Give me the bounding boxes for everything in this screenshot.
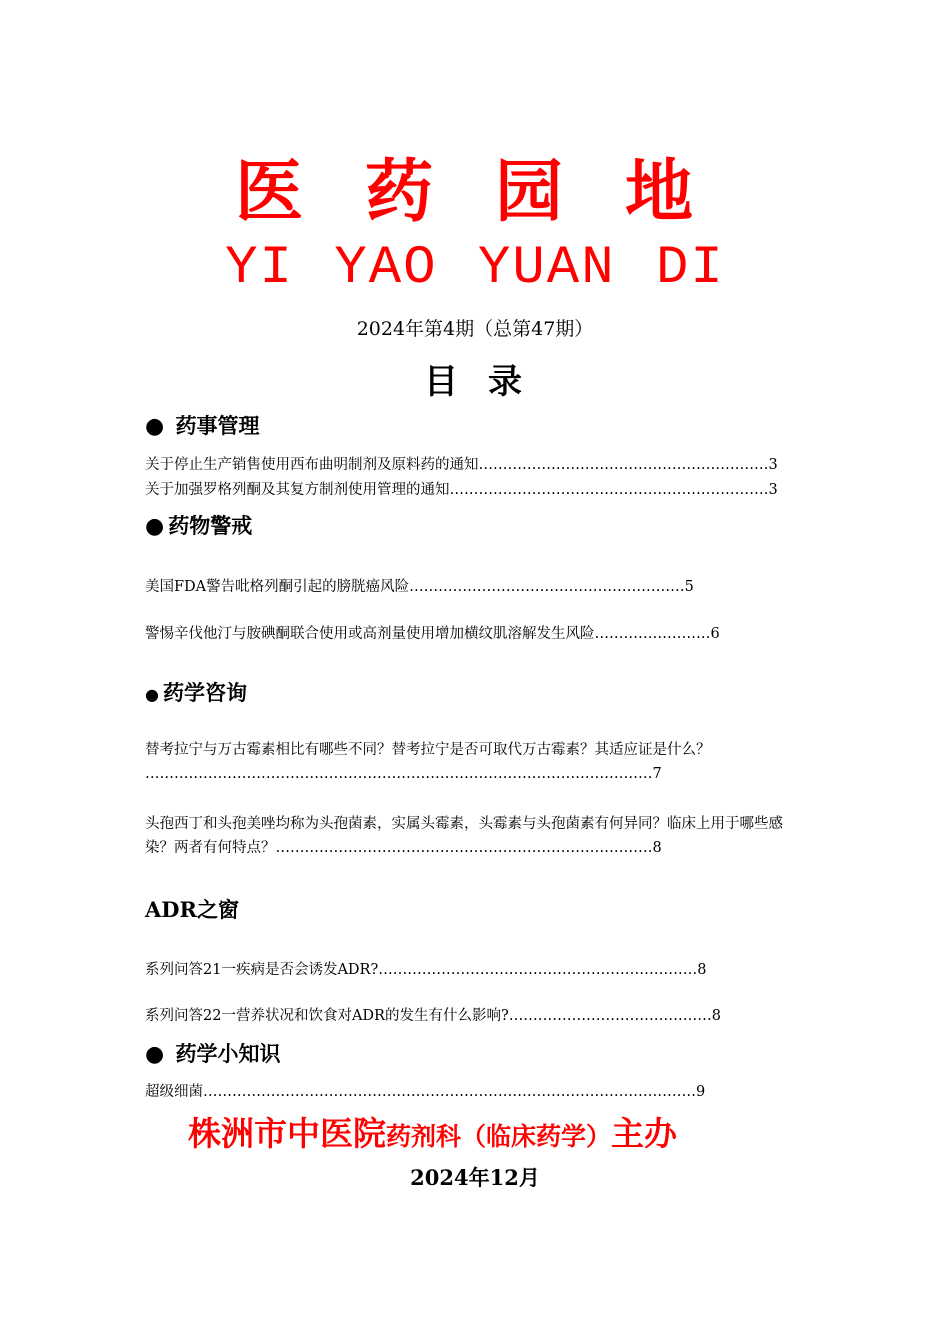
bullet-icon: ● bbox=[145, 685, 159, 704]
publication-date: 2024年12月 bbox=[410, 1165, 540, 1190]
toc-entry-title: 头孢西丁和头孢美唑均称为头孢菌素，实属头霉素，头霉素与头孢菌素有何异同？临床上用于哪些感染？两者有何特点？ bbox=[145, 816, 783, 856]
toc-entry-title: 关于停止生产销售使用西布曲明制剂及原料药的通知 bbox=[145, 457, 479, 473]
toc-page-number: 3 bbox=[768, 457, 778, 473]
toc-entry-title: 系列问答22一营养状况和饮食对ADR的发生有什么影响? bbox=[145, 1008, 509, 1024]
toc-entry-title: 替考拉宁与万古霉素相比有哪些不同？替考拉宁是否可取代万古霉素？其适应证是什么？ bbox=[145, 742, 711, 758]
toc-page-number: 8 bbox=[711, 1008, 721, 1024]
toc-entry-title: 美国FDA警告吡格列酮引起的膀胱癌风险 bbox=[145, 579, 410, 595]
toc-entry[interactable] bbox=[145, 958, 706, 979]
toc-leader: ………………………………………………………………………………………… bbox=[203, 1084, 696, 1100]
toc-entry[interactable] bbox=[145, 575, 694, 596]
toc-leader: …………………………………………………………………… bbox=[275, 840, 653, 856]
toc-entry-title: 系列问答21一疾病是否会诱发ADR? bbox=[145, 962, 379, 978]
toc-leader: ………………………………………………… bbox=[409, 579, 685, 595]
toc-entry-title: 超级细菌 bbox=[145, 1084, 203, 1100]
toc-leader: …………………… bbox=[594, 626, 711, 642]
toc-entry-title: 关于加强罗格列酮及其复方制剂使用管理的通知 bbox=[145, 482, 450, 498]
toc-entry[interactable] bbox=[145, 453, 778, 474]
toc-page-number: 8 bbox=[652, 840, 662, 856]
section-heading-adr-window bbox=[145, 894, 239, 924]
toc-page-number: 3 bbox=[768, 482, 778, 498]
toc-leader: ………………………………………………………… bbox=[449, 482, 769, 498]
toc-entry[interactable] bbox=[145, 1004, 721, 1025]
section-heading-pharmacy-tips bbox=[145, 1038, 281, 1068]
section-heading-pharmacy-consultation bbox=[145, 677, 247, 707]
magazine-title-chinese: 医药园地 bbox=[234, 152, 755, 232]
toc-leader: ………………………………………………………… bbox=[378, 962, 698, 978]
toc-page-number: 7 bbox=[652, 766, 662, 782]
table-of-contents-title: 目录 bbox=[424, 362, 552, 402]
toc-entry[interactable] bbox=[145, 622, 720, 643]
organizer-hospital: 株洲市中医院 bbox=[188, 1114, 386, 1153]
magazine-title-pinyin: YI YAO YUAN DI bbox=[225, 238, 725, 299]
issue-number: 2024年第4期（总第47期） bbox=[356, 318, 594, 340]
section-heading-label: ADR之窗 bbox=[145, 897, 239, 922]
toc-entry-title: 警惕辛伐他汀与胺碘酮联合使用或高剂量使用增加横纹肌溶解发生风险 bbox=[145, 626, 595, 642]
toc-entry[interactable] bbox=[145, 478, 778, 499]
toc-leader: …………………………………………………… bbox=[478, 457, 769, 473]
section-heading-label: 药学小知识 bbox=[175, 1042, 281, 1066]
bullet-icon: ● bbox=[145, 514, 165, 539]
toc-page-number: 6 bbox=[710, 626, 720, 642]
organizer-suffix: 主办 bbox=[611, 1114, 678, 1153]
section-heading-pharmacy-affairs bbox=[145, 410, 260, 440]
section-heading-label: 药学咨询 bbox=[162, 681, 247, 705]
toc-leader: …………………………………………………………………………………………… bbox=[145, 766, 653, 782]
toc-entry[interactable] bbox=[145, 812, 805, 860]
toc-entry[interactable] bbox=[145, 738, 805, 786]
bullet-icon: ● bbox=[145, 414, 165, 439]
toc-page-number: 8 bbox=[697, 962, 707, 978]
organizer-line bbox=[188, 1108, 677, 1155]
section-heading-label: 药事管理 bbox=[175, 414, 260, 438]
section-heading-pharmacovigilance bbox=[145, 510, 252, 540]
bullet-icon: ● bbox=[145, 1042, 165, 1067]
section-heading-label: 药物警戒 bbox=[168, 514, 253, 538]
toc-leader: …………………………………… bbox=[508, 1008, 712, 1024]
organizer-department: 药剂科（临床药学） bbox=[386, 1122, 612, 1151]
toc-page-number: 5 bbox=[684, 579, 694, 595]
toc-entry[interactable] bbox=[145, 1080, 705, 1101]
toc-page-number: 9 bbox=[696, 1084, 706, 1100]
